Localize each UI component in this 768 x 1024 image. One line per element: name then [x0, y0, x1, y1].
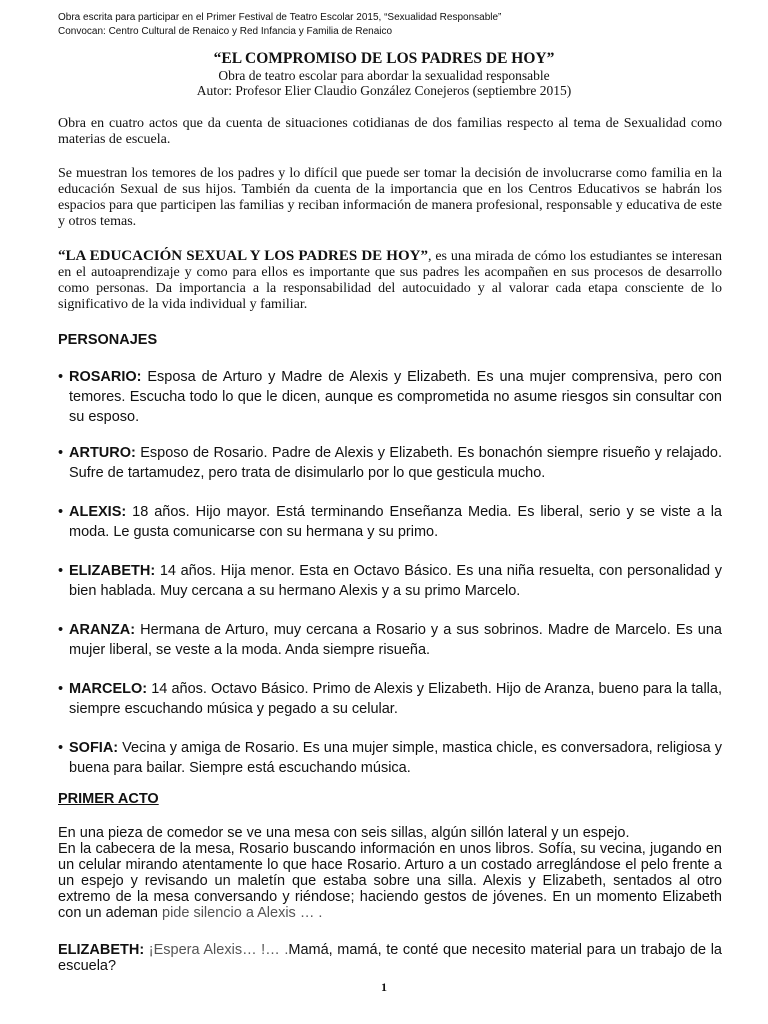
- primer-acto-heading: PRIMER ACTO: [58, 791, 159, 807]
- character-name: ROSARIO:: [69, 369, 142, 385]
- dialog-aside: ¡Espera Alexis… !… .: [144, 942, 289, 958]
- character-description: 18 años. Hijo mayor. Está terminando Enseñanza Media. Es liberal, serio y se viste a la moda. Le gusta comunicarse con su hermana y su primo.: [69, 504, 722, 540]
- intro-paragraph-2: Se muestran los temores de los padres y lo difícil que puede ser tomar la decisión de involucrarse como familia en la educación Sexual de sus hijos. También da cuenta de la importancia que en los Centros Educativos se habrán los espacios para que participen las familias y reciban información de manera profesional, responsable y educativa de este y otros temas.: [58, 166, 722, 229]
- character-aranza: [58, 620, 722, 660]
- bullet-icon: •: [58, 740, 64, 756]
- character-elizabeth: [58, 561, 722, 601]
- character-name: ARANZA:: [69, 622, 136, 638]
- character-description: Esposo de Rosario. Padre de Alexis y Elizabeth. Es bonachón siempre risueño y relajado. Sufre de tartamudez, pero trata de disimularlo por lo que gesticula mucho.: [69, 445, 722, 481]
- play-subtitle: Obra de teatro escolar para abordar la sexualidad responsable: [218, 68, 550, 83]
- character-name: ARTURO:: [69, 445, 136, 461]
- intro-paragraph-1: Obra en cuatro actos que da cuenta de situaciones cotidianas de dos familias respecto al tema de Sexualidad como materias de escuela.: [58, 116, 722, 147]
- play-title: “EL COMPROMISO DE LOS PADRES DE HOY”: [213, 50, 555, 67]
- character-alexis: [58, 502, 722, 542]
- bullet-icon: •: [58, 681, 64, 697]
- header-line-convocan: Convocan: Centro Cultural de Renaico y Red Infancia y Familia de Renaico: [58, 26, 393, 37]
- bullet-icon: •: [58, 369, 64, 385]
- primer-acto-paragraph-2: [58, 841, 722, 921]
- document-header: [58, 11, 501, 39]
- personajes-heading: PERSONAJES: [58, 332, 158, 348]
- stage-direction-text: En la cabecera de la mesa, Rosario buscando información en unos libros. Sofía, su vecina, jugando en un celular mirando atentamente lo que hace Rosario. Arturo a un costado arreglándose el pelo frente a un espejo y revisando un maletín que estaba sobre una silla. Alexis y Elizabeth, sentados al otro extremo de la mesa conversando y riéndose; haciendo gestos de jóvenes. En un momento Elizabeth con un ademan: [58, 841, 722, 921]
- stage-direction-gray: pide silencio a Alexis … .: [162, 905, 323, 921]
- character-description: 14 años. Hija menor. Esta en Octavo Básico. Es una niña resuelta, con personalidad y bien hablada. Muy cercana a su hermano Alexis y a su primo Marcelo.: [69, 563, 722, 599]
- dialog-text: Mamá, mamá, te conté que necesito material para un trabajo de la escuela?: [58, 942, 722, 974]
- bullet-icon: •: [58, 445, 64, 461]
- bullet-icon: •: [58, 504, 64, 520]
- bullet-icon: •: [58, 563, 64, 579]
- character-arturo: [58, 443, 722, 483]
- character-sofia: [58, 738, 722, 778]
- header-line-festival: Obra escrita para participar en el Primer Festival de Teatro Escolar 2015, “Sexualidad Responsable”: [58, 12, 502, 23]
- character-description: Vecina y amiga de Rosario. Es una mujer simple, mastica chicle, es conversadora, religiosa y buena para bailar. Siempre está escuchando música.: [69, 740, 722, 776]
- title-block: [58, 50, 710, 98]
- character-description: Esposa de Arturo y Madre de Alexis y Elizabeth. Es una mujer comprensiva, pero con temores. Escucha todo lo que le dicen, aunque es comprometida no asume riesgos sin consultar con su esposo.: [69, 369, 722, 425]
- intro-highlight-title: “LA EDUCACIÓN SEXUAL Y LOS PADRES DE HOY”: [58, 248, 428, 264]
- dialog-speaker: ELIZABETH:: [58, 942, 145, 958]
- character-rosario: [58, 367, 722, 427]
- page-number: 1: [381, 980, 387, 994]
- character-name: ALEXIS:: [69, 504, 127, 520]
- bullet-icon: •: [58, 622, 64, 638]
- primer-acto-paragraph-1: En una pieza de comedor se ve una mesa con seis sillas, algún sillón lateral y un espejo.: [58, 825, 630, 841]
- character-marcelo: [58, 679, 722, 719]
- character-name: MARCELO:: [69, 681, 148, 697]
- character-description: Hermana de Arturo, muy cercana a Rosario y a sus sobrinos. Madre de Marcelo. Es una mujer liberal, se veste a la moda. Anda siempre risueña.: [69, 622, 722, 658]
- intro-paragraph-3-text: , es una mirada de cómo los estudiantes se interesan en el autoaprendizaje y como para ellos es importante que sus padres les acompañen en sus procesos de desarrollo como personas. Da importancia a la responsabilidad del autocuidado y al valorar cada etapa consciente de lo significativo de la vida individual y familiar.: [58, 249, 722, 312]
- character-description: 14 años. Octavo Básico. Primo de Alexis y Elizabeth. Hijo de Aranza, bueno para la talla, siempre escuchando música y pegado a su celular.: [69, 681, 722, 717]
- character-name: SOFIA:: [69, 740, 119, 756]
- character-name: ELIZABETH:: [69, 563, 156, 579]
- play-author: Autor: Profesor Elier Claudio González Conejeros (septiembre 2015): [196, 83, 572, 98]
- intro-paragraph-3: [58, 248, 722, 313]
- dialog-elizabeth: [58, 942, 722, 974]
